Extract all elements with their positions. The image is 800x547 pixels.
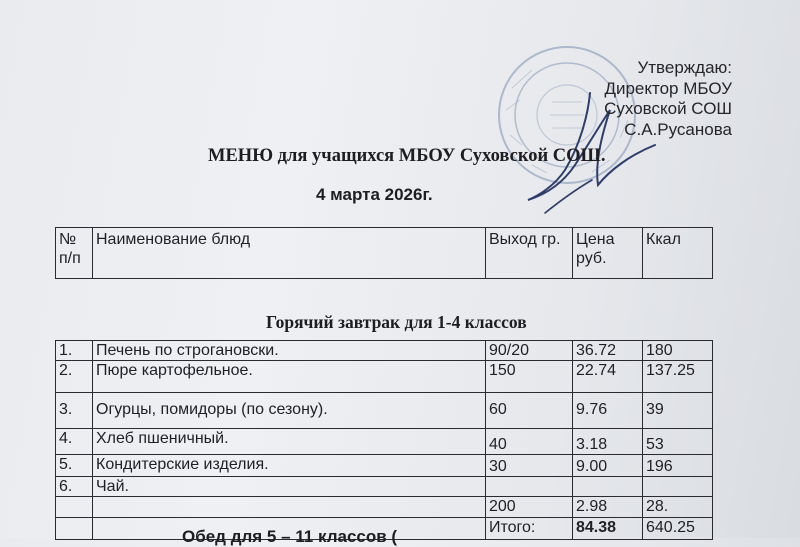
row-name: Хлеб пшеничный. [93, 429, 486, 455]
menu-title: МЕНЮ для учащихся МБОУ Суховской СОШ. [208, 146, 606, 166]
table-row [56, 477, 713, 497]
header-yield: Выход гр. [486, 228, 573, 279]
row-price: 22.74 [573, 361, 643, 393]
menu-table [55, 340, 713, 540]
row-num: 5. [56, 455, 93, 477]
table-row [56, 361, 713, 393]
row-yield: 30 [486, 455, 573, 477]
total-price: 84.38 [573, 518, 643, 540]
row-kcal: 28. [643, 497, 713, 518]
row-num: 1. [56, 341, 93, 361]
row-kcal: 39 [643, 393, 713, 429]
row-price [573, 477, 643, 497]
table-row [56, 341, 713, 361]
row-num: 3. [56, 393, 93, 429]
header-row [56, 228, 713, 279]
table-row [56, 393, 713, 429]
approval-block [604, 58, 732, 140]
table-row [56, 429, 713, 455]
row-num: 6. [56, 477, 93, 497]
header-num: № п/п [56, 228, 93, 279]
header-kcal: Ккал [643, 228, 713, 279]
row-price: 2.98 [573, 497, 643, 518]
total-num-empty [56, 518, 93, 540]
row-price: 9.00 [573, 455, 643, 477]
row-kcal: 196 [643, 455, 713, 477]
row-yield: 90/20 [486, 341, 573, 361]
row-name: Кондитерские изделия. [93, 455, 486, 477]
row-name [93, 497, 486, 518]
table-row [56, 497, 713, 518]
header-price: Цена руб. [573, 228, 643, 279]
row-price: 36.72 [573, 341, 643, 361]
row-name: Печень по строгановски. [93, 341, 486, 361]
menu-header-table [55, 227, 713, 279]
approval-line-1: Утверждаю: [637, 58, 732, 77]
row-num [56, 497, 93, 518]
row-price: 9.76 [573, 393, 643, 429]
row-yield: 60 [486, 393, 573, 429]
row-kcal: 53 [643, 429, 713, 455]
row-kcal: 137.25 [643, 361, 713, 393]
total-kcal: 640.25 [643, 518, 713, 540]
approval-line-3: Суховской СОШ [604, 99, 732, 118]
approval-line-4: С.А.Русанова [624, 119, 732, 139]
row-num: 4. [56, 429, 93, 455]
lunch-section-title: Обед для 5 – 11 классов ( [182, 527, 398, 546]
row-yield: 150 [486, 361, 573, 393]
row-num: 2. [56, 361, 93, 393]
row-yield [486, 477, 573, 497]
row-price: 3.18 [573, 429, 643, 455]
header-name: Наименование блюд [93, 228, 486, 279]
menu-date: 4 марта 2026г. [316, 185, 433, 204]
approval-line-2: Директор МБОУ [604, 78, 732, 98]
section-title: Горячий завтрак для 1-4 классов [266, 312, 527, 332]
row-yield: 40 [486, 429, 573, 455]
row-kcal: 180 [643, 341, 713, 361]
row-name: Огурцы, помидоры (по сезону). [93, 393, 486, 429]
row-kcal [643, 477, 713, 497]
total-label: Итого: [486, 518, 573, 540]
table-row [56, 455, 713, 477]
row-name: Чай. [93, 477, 486, 497]
row-name: Пюре картофельное. [93, 361, 486, 393]
row-yield: 200 [486, 497, 573, 518]
